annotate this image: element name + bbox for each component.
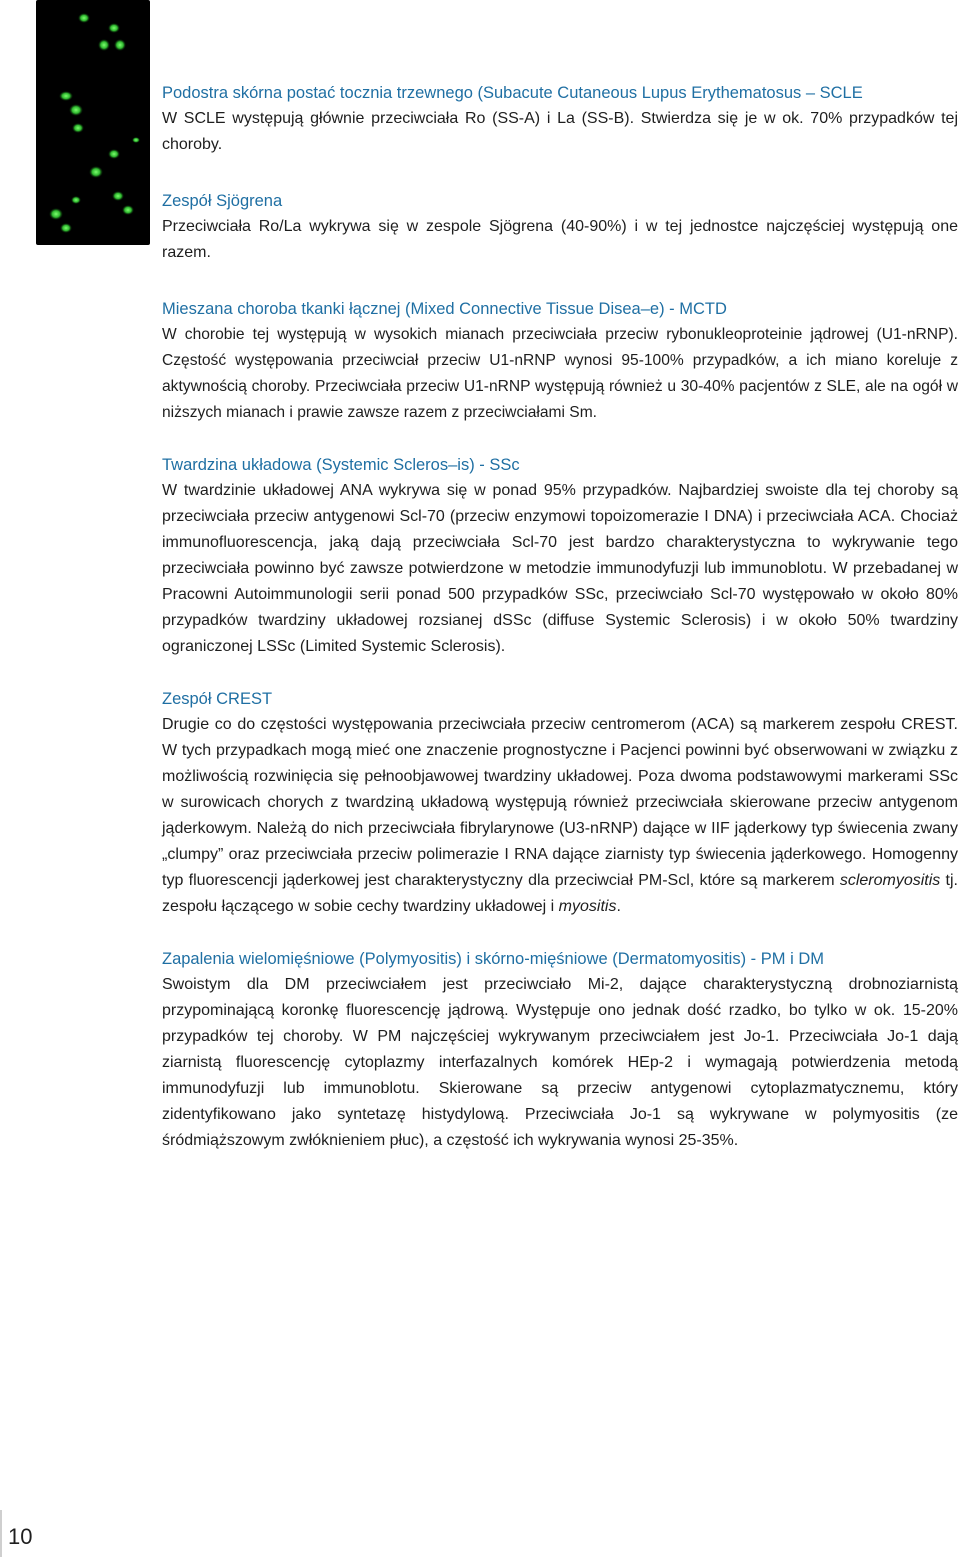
section-heading: Zapalenia wielomięśniowe (Polymyositis) i skórno-mięśniowe (Dermatomyositis) - PM i DM <box>162 950 824 968</box>
body-text: . <box>616 898 621 915</box>
section-heading: Podostra skórna postać tocznia trzewnego (Subacute Cutaneous Lupus Erythematosus – SCLE <box>162 84 863 102</box>
page-margin-rule <box>0 1510 2 1557</box>
italic-term: scleromyositis <box>839 872 941 889</box>
micrograph-cells-icon <box>36 0 150 245</box>
fluorescence-micrograph-image <box>36 0 150 245</box>
section-heading: Mieszana choroba tkanki łącznej (Mixed Connective Tissue Disea–e) - MCTD <box>162 300 727 318</box>
section-body: W twardzinie układowej ANA wykrywa się w ponad 95% przypadków. Najbardziej swoiste dla tej choroby są przeciwciała przeciw antygenowi Scl-70 (przeciw enzymowi topoizomerazie I DNA) i przeciwciała ACA. Chociaż immunofluorescencja, jaką dają przeciwciała Scl-70 jest bardzo charakterystyczna to wykrywanie tego przeciwciała powinno być zawsze potwierdzone w metodzie immunodyfuzji lub immunoblotu. W przebadanej w Pracowni Autoimmunologii serii ponad 500 przypadków SSc, przeciwciało Scl-70 występowało w około 80% przypadków twardziny układowej rozsianej dSSc (diffuse Systemic Sclerosis) i w około 50% twardziny ograniczonej LSSc (Limited Systemic Sclerosis). <box>162 482 958 655</box>
section-ssc <box>162 452 958 660</box>
article-content <box>162 80 958 1180</box>
section-heading: Twardzina układowa (Systemic Scleros–is) - SSc <box>162 456 520 474</box>
section-body: Przeciwciała Ro/La wykrywa się w zespole Sjögrena (40-90%) i w tej jednostce najczęściej występują one razem. <box>162 218 958 261</box>
section-sjogren <box>162 188 958 266</box>
body-text: tj. zespołu łączącego w sobie cechy twardziny układowej i <box>162 872 959 915</box>
body-text: Drugie co do częstości występowania przeciwciała przeciw centromerom (ACA) są markerem zespołu CREST. W tych przypadkach mogą mieć one znaczenie prognostyczne i Pacjenci powinni być obserwowani w związku z możliwością rozwinięcia się pełnoobjawowej twardziny układowej. Poza dwoma podstawowymi markerami SSc w surowicach chorych z twardziną układową występują również przeciwciała skierowane przeciw antygenom jąderkowym. Należą do nich przeciwciała fibrylarynowe (U3-nRNP) dające w IIF jąderkowy typ świecenia zwany „clumpy” oraz przeciwciała przeciw polimerazie I RNA dające ziarnisty typ świecenia jąderkowego. Homogenny typ fluorescencji jąderkowej jest charakterystyczny dla przeciwciał PM-Scl, które są markerem <box>162 716 958 889</box>
section-body: W SCLE występują głównie przeciwciała Ro (SS-A) i La (SS-B). Stwierdza się je w ok. 70% przypadków tej choroby. <box>162 110 958 153</box>
section-heading: Zespół CREST <box>162 690 273 708</box>
section-body: Swoistym dla DM przeciwciałem jest przeciwciało Mi-2, dające charakterystyczną drobnoziarnistą przypominającą koronkę fluorescencję jądrową. Występuje ono jednak dość rzadko, bo tylko w ok. 15-20% przypadków tej choroby. W PM najczęściej wykrywanym przeciwciałem jest Jo-1. Przeciwciała Jo-1 dają ziarnistą fluorescencję cytoplazmy interfazalnych komórek HEp-2 i wymagają potwierdzenia metodą immunodyfuzji lub immunoblotu. Skierowane są przeciw antygenowi cytoplazmatycznemu, który zidentyfikowano jako syntetazę histydylową. Przeciwciała Jo-1 są wykrywane w polymyositis (ze śródmiąższowym zwłóknieniem płuc), a częstość ich wykrywania wynosi 25-35%. <box>162 976 958 1149</box>
section-mctd <box>162 296 958 426</box>
section-scle <box>162 80 958 158</box>
page-number: 10 <box>8 1524 33 1549</box>
italic-term: myositis <box>558 898 617 915</box>
section-body: W chorobie tej występują w wysokich mianach przeciwciała przeciw rybonukleoproteinie jądrowej (U1-nRNP). Częstość występowania przeciwciał przeciw U1-nRNP wynosi 95-100% przypadków, a ich miano koreluje z aktywnością choroby. Przeciwciała przeciw U1-nRNP występują również u 30-40% pacjentów z SLE, ale na ogół w niższych mianach i prawie zawsze razem z przeciwciałami Sm. <box>162 326 958 421</box>
section-crest <box>162 686 958 920</box>
section-pm-dm <box>162 946 958 1154</box>
section-body <box>162 712 958 920</box>
section-heading: Zespół Sjögrena <box>162 192 283 210</box>
